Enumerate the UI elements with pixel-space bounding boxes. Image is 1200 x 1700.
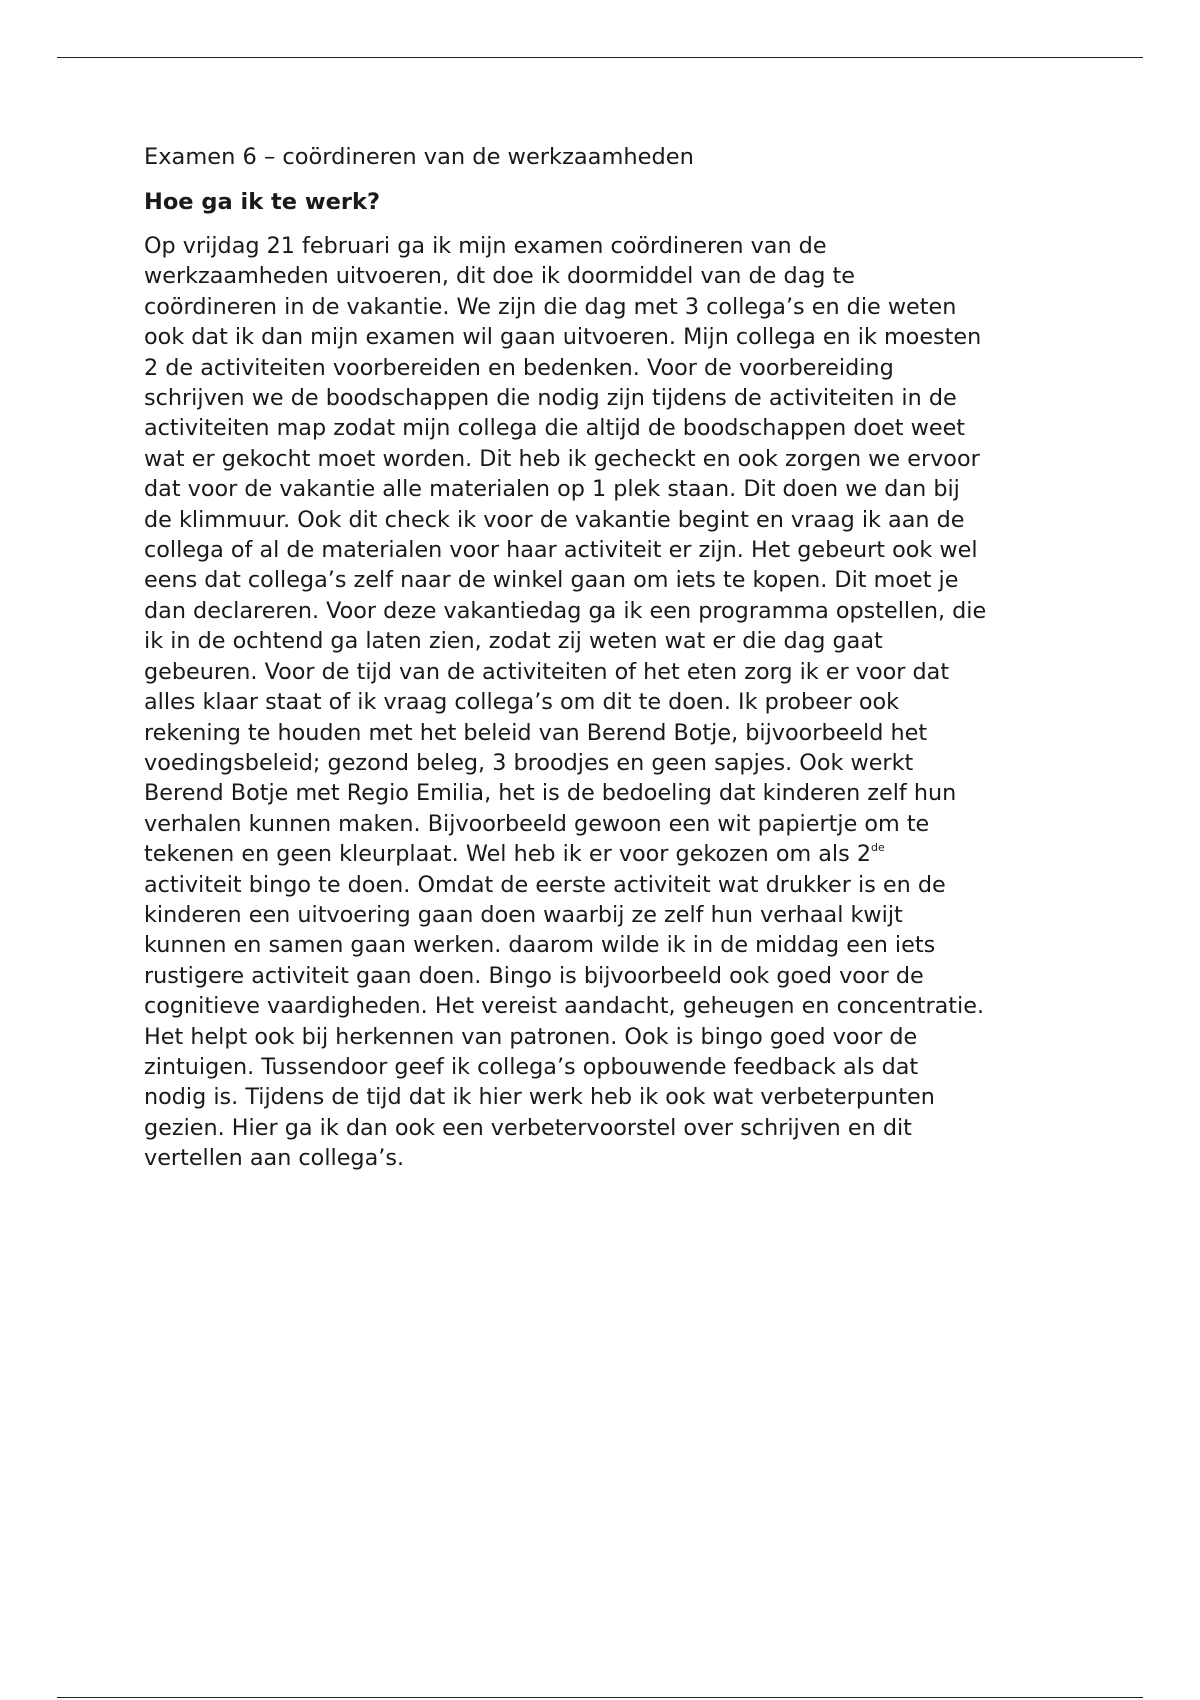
body-paragraph [144,231,1074,1174]
body-line: vertellen aan collega’s. [144,1145,405,1172]
body-line: activiteiten map zodat mijn collega die altijd de boodschappen doet weet [144,415,966,442]
body-line: eens dat collega’s zelf naar de winkel gaan om iets te kopen. Dit moet je [144,567,959,594]
body-line: voedingsbeleid; gezond beleg, 3 broodjes en geen sapjes. Ook werkt [144,749,914,776]
body-line: dan declareren. Voor deze vakantiedag ga ik een programma opstellen, die [144,597,987,624]
body-line: ik in de ochtend ga laten zien, zodat zij weten wat er die dag gaat [144,628,883,655]
body-line: Berend Botje met Regio Emilia, het is de bedoeling dat kinderen zelf hun [144,780,957,807]
body-line-text: tekenen en geen kleurplaat. Wel heb ik er voor gekozen om als 2 [144,841,872,868]
body-line: gezien. Hier ga ik dan ook een verbetervoorstel over schrijven en dit [144,1114,912,1141]
header-rule [57,57,1143,58]
body-line: cognitieve vaardigheden. Het vereist aandacht, geheugen en concentratie. [144,993,985,1020]
body-line: Het helpt ook bij herkennen van patronen. Ook is bingo goed voor de [144,1023,918,1050]
document-content [144,142,1074,1174]
body-line: schrijven we de boodschappen die nodig zijn tijdens de activiteiten in de [144,385,957,412]
body-line-with-superscript [144,839,1074,869]
body-line: ook dat ik dan mijn examen wil gaan uitvoeren. Mijn collega en ik moesten [144,324,982,351]
body-line: dat voor de vakantie alle materialen op 1 plek staan. Dit doen we dan bij [144,476,960,503]
body-line: rustigere activiteit gaan doen. Bingo is bijvoorbeeld ook goed voor de [144,962,924,989]
body-line: werkzaamheden uitvoeren, dit doe ik doormiddel van de dag te [144,263,856,290]
body-line: 2 de activiteiten voorbereiden en bedenken. Voor de voorbereiding [144,354,894,381]
footer-rule [57,1697,1143,1698]
body-line: Op vrijdag 21 februari ga ik mijn examen coördineren van de [144,233,827,259]
body-line: de klimmuur. Ook dit check ik voor de vakantie begint en vraag ik aan de [144,506,965,533]
body-line: zintuigen. Tussendoor geef ik collega’s opbouwende feedback als dat [144,1053,919,1080]
body-line: kinderen een uitvoering gaan doen waarbij ze zelf hun verhaal kwijt [144,901,903,928]
body-line: coördineren in de vakantie. We zijn die dag met 3 collega’s en die weten [144,293,957,320]
body-line: nodig is. Tijdens de tijd dat ik hier werk heb ik ook wat verbeterpunten [144,1084,935,1111]
body-line: rekening te houden met het beleid van Berend Botje, bijvoorbeeld het [144,719,928,746]
body-line: wat er gekocht moet worden. Dit heb ik gecheckt en ook zorgen we ervoor [144,445,980,472]
body-line: alles klaar staat of ik vraag collega’s om dit te doen. Ik probeer ook [144,689,900,716]
section-heading: Hoe ga ik te werk? [144,189,381,215]
superscript-ordinal: de [871,841,885,855]
body-line: activiteit bingo te doen. Omdat de eerste activiteit wat drukker is en de [144,871,946,898]
body-line: kunnen en samen gaan werken. daarom wilde ik in de middag een iets [144,932,936,959]
document-title: Examen 6 – coördineren van de werkzaamheden [144,144,694,170]
body-line: collega of al de materialen voor haar activiteit er zijn. Het gebeurt ook wel [144,537,978,564]
body-line: gebeuren. Voor de tijd van de activiteiten of het eten zorg ik er voor dat [144,658,950,685]
body-line: verhalen kunnen maken. Bijvoorbeeld gewoon een wit papiertje om te [144,810,930,837]
